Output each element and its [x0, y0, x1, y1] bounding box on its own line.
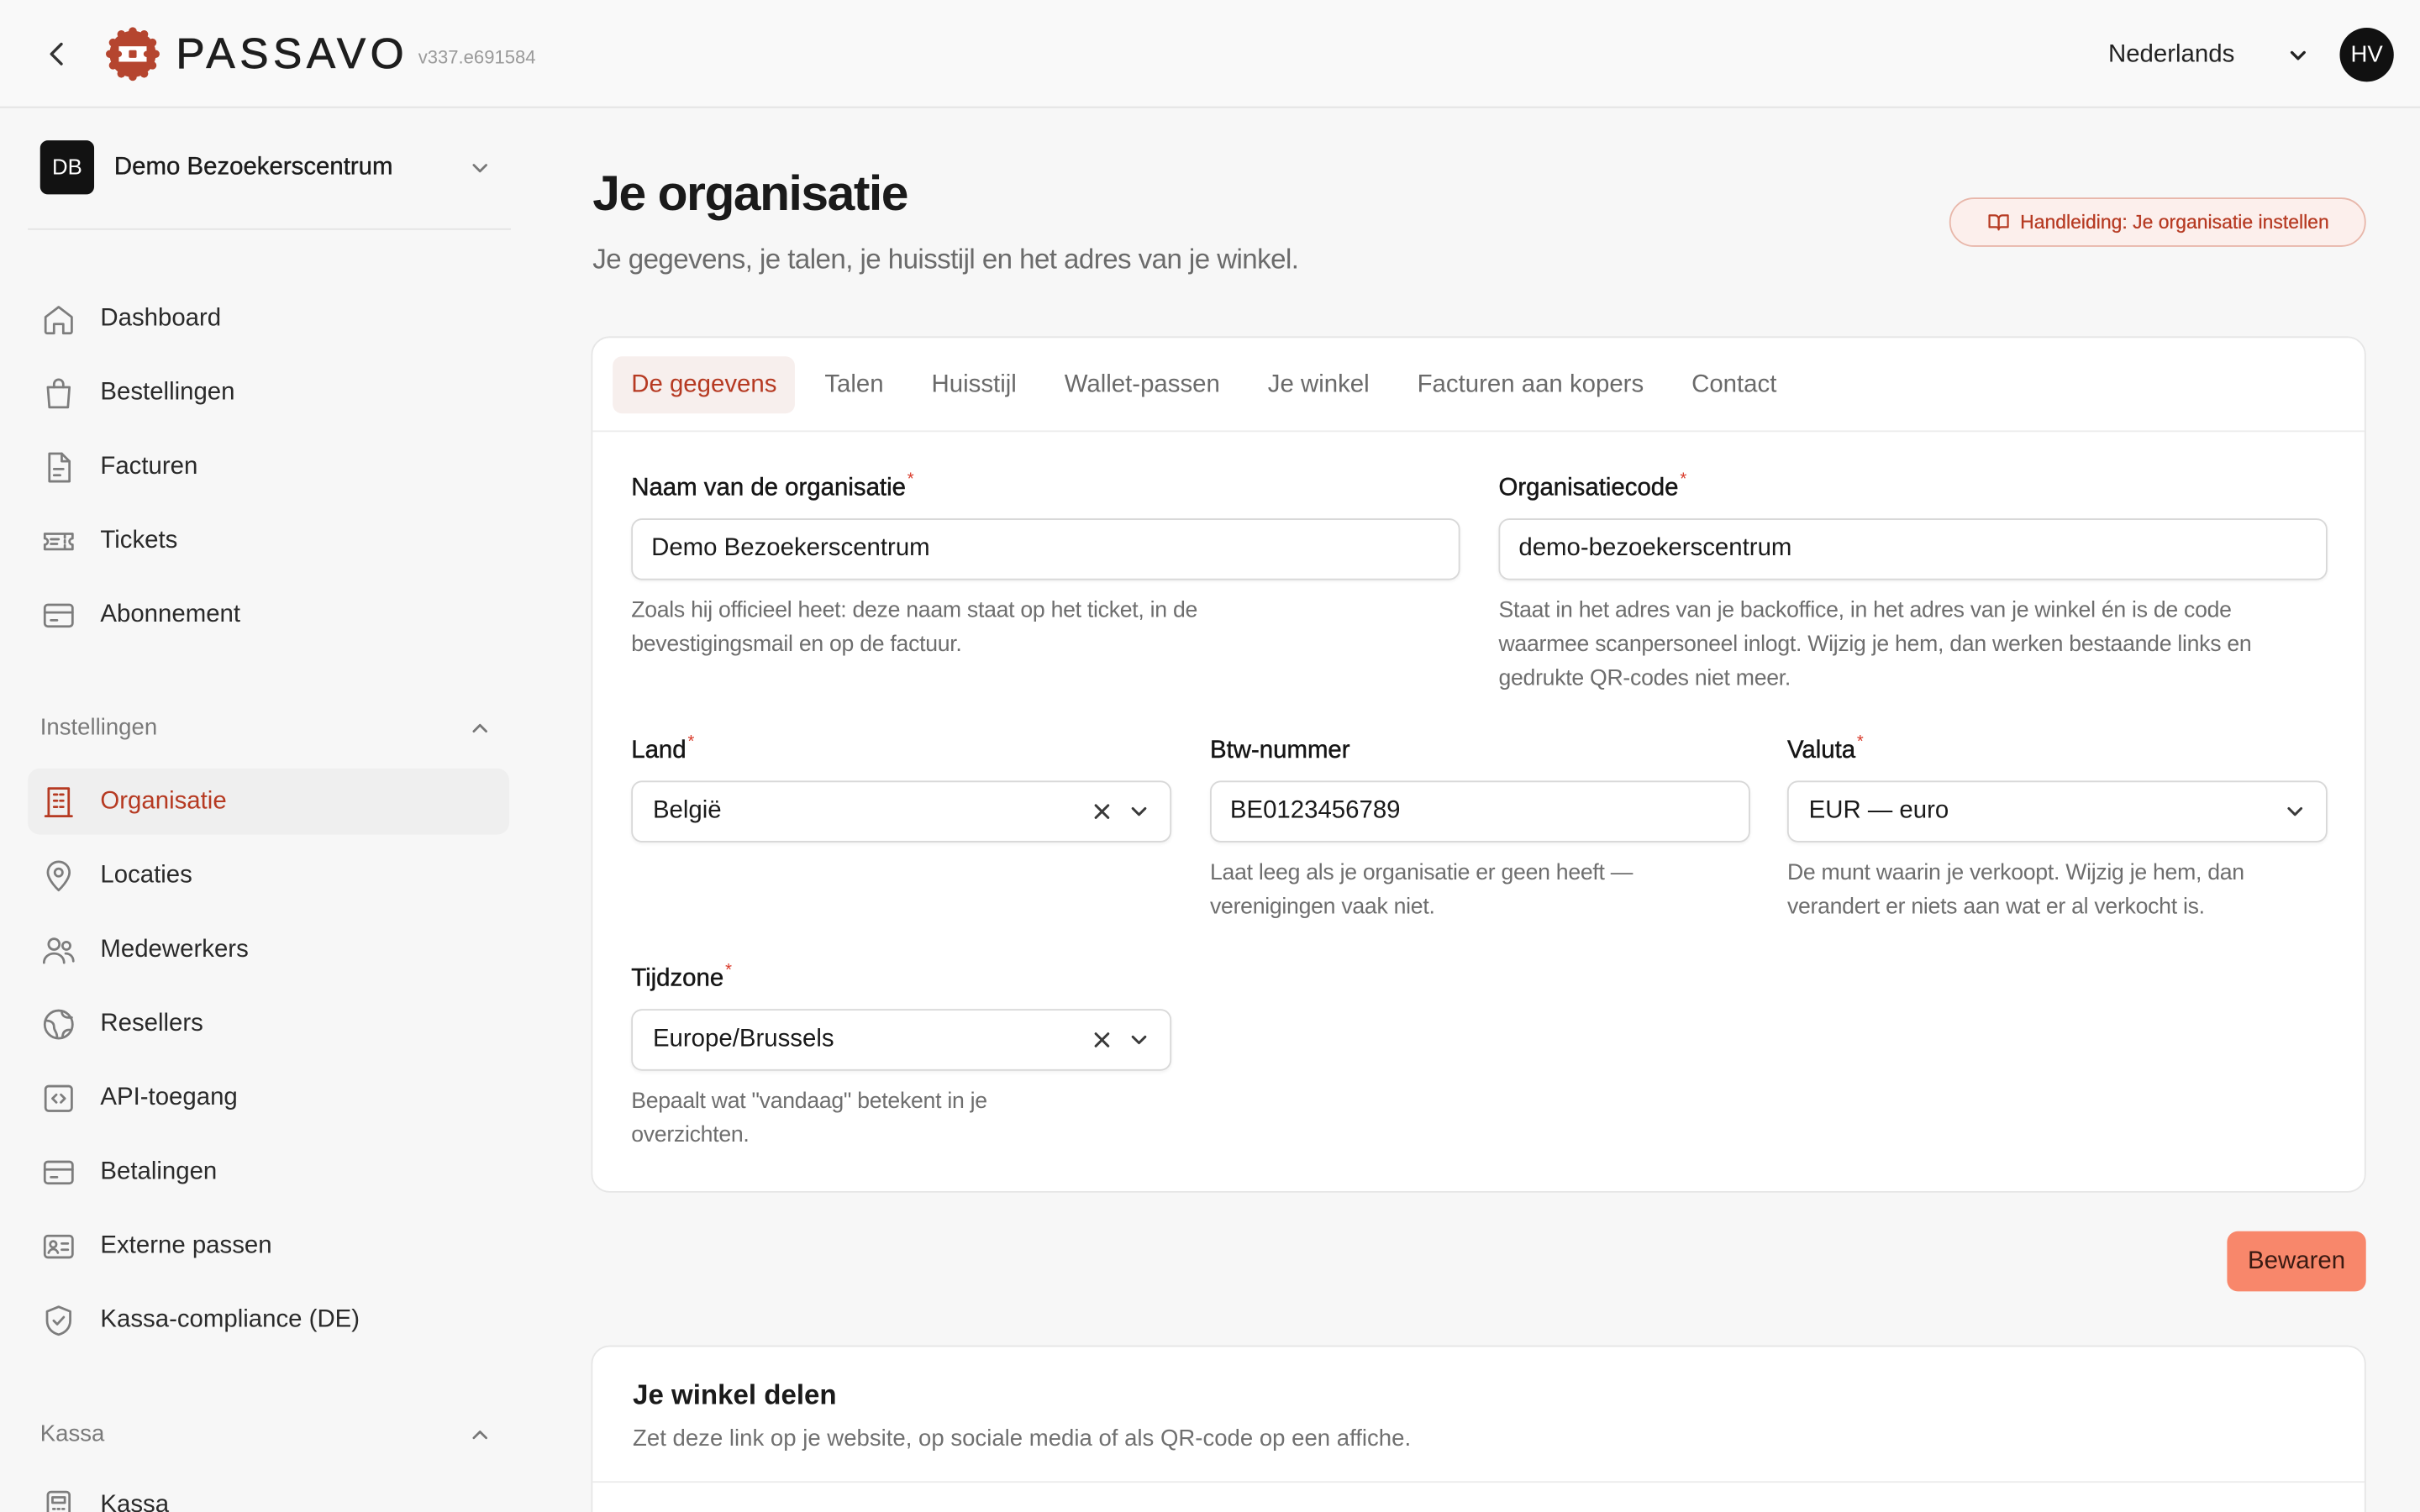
cash-register-icon: [40, 1487, 77, 1512]
field-label-text: Valuta: [1786, 737, 1856, 764]
language-label: Nederlands: [2107, 41, 2235, 68]
sidebar-item-resellers[interactable]: [28, 990, 509, 1057]
chevron-down-icon[interactable]: [2283, 799, 2307, 823]
share-card-divider: [592, 1481, 2365, 1483]
field-label-text: Naam van de organisatie: [631, 475, 906, 501]
field-label: [1210, 736, 1750, 767]
field-help-text: Staat in het adres van je backoffice, in het adres van je winkel én is de code waarmee scanpersoneel inlogt. Wijzig je hem, dan werken bestaande links en gedrukte QR-codes niet meer.: [1498, 598, 2252, 691]
field-label-text: Tijdzone: [631, 965, 724, 993]
field-help-text: Laat leeg als je organisatie er geen heeft — verenigingen vaak niet.: [1210, 860, 1634, 920]
vat-number-field: [1210, 736, 1750, 924]
sidebar-item-organisatie[interactable]: [28, 769, 509, 835]
shopping-bag-icon: [40, 374, 77, 411]
field-label-text: Organisatiecode: [1498, 475, 1679, 501]
language-selector[interactable]: [2108, 37, 2318, 74]
currency-select-value: EUR — euro: [1808, 797, 1949, 824]
sidebar-item-label: Locaties: [100, 861, 192, 889]
avatar[interactable]: HV: [2339, 28, 2393, 81]
organization-code-field: [1498, 470, 2327, 696]
tab-talen[interactable]: Talen: [824, 370, 884, 397]
country-select[interactable]: [631, 780, 1171, 842]
chevron-down-icon[interactable]: [1127, 799, 1151, 823]
field-help-text: Bepaalt wat "vandaag" betekent in je overzichten.: [631, 1089, 987, 1148]
currency-select[interactable]: [1787, 780, 2328, 842]
timezone-select[interactable]: [631, 1009, 1171, 1070]
section-header-instellingen[interactable]: [28, 710, 511, 747]
required-mark: *: [1680, 470, 1687, 490]
sidebar-item-label: Facturen: [100, 453, 198, 480]
organization-name-field: [631, 470, 1460, 662]
ticket-icon: [40, 522, 77, 559]
field-label-text: Land: [631, 737, 687, 764]
country-field: [631, 732, 1171, 843]
users-icon: [40, 931, 77, 968]
page-title: Je organisatie: [592, 165, 908, 221]
clear-icon[interactable]: [1092, 802, 1111, 821]
sidebar-item-label: Dashboard: [100, 304, 222, 331]
organization-name-input[interactable]: [631, 518, 1460, 580]
field-label: [631, 732, 1171, 767]
globe-icon: [40, 1005, 77, 1042]
timezone-field: [631, 961, 1171, 1152]
required-mark: *: [687, 732, 695, 752]
share-card-subtitle: Zet deze link op je website, op sociale media of als QR-code op een affiche.: [633, 1425, 1412, 1452]
guide-link-button[interactable]: [1949, 197, 2366, 247]
guide-link-label: Handleiding: Je organisatie instellen: [2020, 211, 2329, 234]
tab-facturen-aan-kopers[interactable]: Facturen aan kopers: [1417, 370, 1644, 397]
organization-switcher[interactable]: [28, 129, 511, 207]
section-header-kassa[interactable]: [28, 1416, 511, 1453]
section-title: Instellingen: [39, 714, 158, 741]
save-button[interactable]: Bewaren: [2227, 1231, 2365, 1292]
sidebar-item-label: Kassa-compliance (DE): [100, 1305, 360, 1333]
version-label: v337.e691584: [418, 46, 536, 68]
passavo-logo-icon[interactable]: [105, 26, 160, 81]
tab-bar: [592, 338, 2365, 432]
shield-check-icon: [40, 1301, 77, 1338]
chevron-down-icon: [468, 156, 492, 181]
file-text-icon: [40, 449, 77, 486]
tab-de-gegevens[interactable]: De gegevens: [613, 355, 795, 412]
sidebar-item-label: Medewerkers: [100, 935, 249, 963]
sidebar-item-kassa[interactable]: [28, 1472, 509, 1512]
page-subtitle: Je gegevens, je talen, je huisstijl en het adres van je winkel.: [592, 244, 1299, 275]
required-mark: *: [725, 961, 732, 980]
sidebar-item-abonnement[interactable]: [28, 581, 509, 648]
sidebar-item-bestellingen[interactable]: [28, 360, 509, 426]
clear-icon[interactable]: [1092, 1031, 1111, 1049]
sidebar-item-label: Betalingen: [100, 1158, 218, 1184]
sidebar-divider: [28, 228, 511, 230]
sidebar-item-label: Organisatie: [100, 787, 227, 814]
tab-wallet-passen[interactable]: Wallet-passen: [1064, 370, 1220, 397]
tab-contact[interactable]: Contact: [1691, 370, 1777, 397]
code-icon: [40, 1079, 77, 1116]
vat-number-input[interactable]: [1210, 780, 1750, 842]
field-help-text: De munt waarin je verkoopt. Wijzig je hem, dan verandert er niets aan wat er al verkocht is.: [1786, 860, 2244, 920]
credit-card-icon: [40, 1153, 77, 1190]
sidebar-item-kassa-compliance[interactable]: [28, 1287, 509, 1353]
sidebar-item-label: Externe passen: [100, 1231, 272, 1258]
sidebar-item-externe-passen[interactable]: [28, 1213, 509, 1279]
field-label: [1786, 732, 2328, 767]
chevron-up-icon: [468, 1422, 492, 1446]
id-card-icon: [40, 1227, 77, 1264]
chevron-down-icon[interactable]: [1127, 1027, 1151, 1052]
sidebar-item-dashboard[interactable]: [28, 286, 509, 352]
sidebar-item-label: Abonnement: [100, 601, 241, 627]
tab-huisstijl[interactable]: Huisstijl: [931, 370, 1017, 397]
section-title: Kassa: [39, 1420, 105, 1447]
chevron-down-icon: [2286, 43, 2310, 67]
field-label: [631, 470, 1460, 505]
field-label: [1498, 470, 2327, 505]
chevron-up-icon: [468, 716, 492, 740]
sidebar-item-api-toegang[interactable]: [28, 1064, 509, 1131]
field-label: [631, 961, 1171, 995]
chevron-left-icon[interactable]: [40, 37, 74, 71]
book-icon: [1986, 210, 2011, 234]
credit-card-icon: [40, 596, 77, 633]
organization-badge: DB: [40, 140, 94, 194]
sidebar-item-label: API-toegang: [100, 1084, 238, 1110]
home-icon: [40, 300, 77, 337]
tab-je-winkel[interactable]: Je winkel: [1267, 370, 1370, 397]
sidebar-item-label: Bestellingen: [100, 378, 235, 406]
share-card-title: Je winkel delen: [633, 1379, 837, 1410]
sidebar-item-locaties[interactable]: [28, 843, 509, 909]
logo-text[interactable]: PASSAVO: [176, 29, 409, 77]
sidebar-item-label: Kassa: [100, 1491, 170, 1512]
organization-name: Demo Bezoekerscentrum: [113, 154, 393, 181]
building-icon: [40, 783, 77, 820]
organization-code-input[interactable]: [1498, 518, 2327, 580]
sidebar-item-facturen[interactable]: [28, 433, 509, 500]
sidebar-item-medewerkers[interactable]: [28, 916, 509, 983]
organization-settings-card: [591, 336, 2365, 1192]
sidebar-item-label: Resellers: [100, 1010, 203, 1037]
map-pin-icon: [40, 857, 77, 894]
field-label-text: Btw-nummer: [1210, 737, 1350, 764]
required-mark: *: [1856, 732, 1864, 752]
sidebar-item-tickets[interactable]: [28, 507, 509, 574]
top-bar: [0, 0, 2420, 108]
sidebar-item-betalingen[interactable]: [28, 1139, 509, 1205]
country-select-value: België: [652, 797, 722, 824]
sidebar-item-label: Tickets: [100, 527, 178, 554]
required-mark: *: [907, 470, 914, 490]
field-help-text: Zoals hij officieel heet: deze naam staat op het ticket, in de bevestigingsmail en op de factuur.: [631, 598, 1198, 658]
currency-field: [1786, 732, 2328, 924]
timezone-select-value: Europe/Brussels: [652, 1026, 834, 1053]
share-shop-card: [591, 1346, 2365, 1512]
